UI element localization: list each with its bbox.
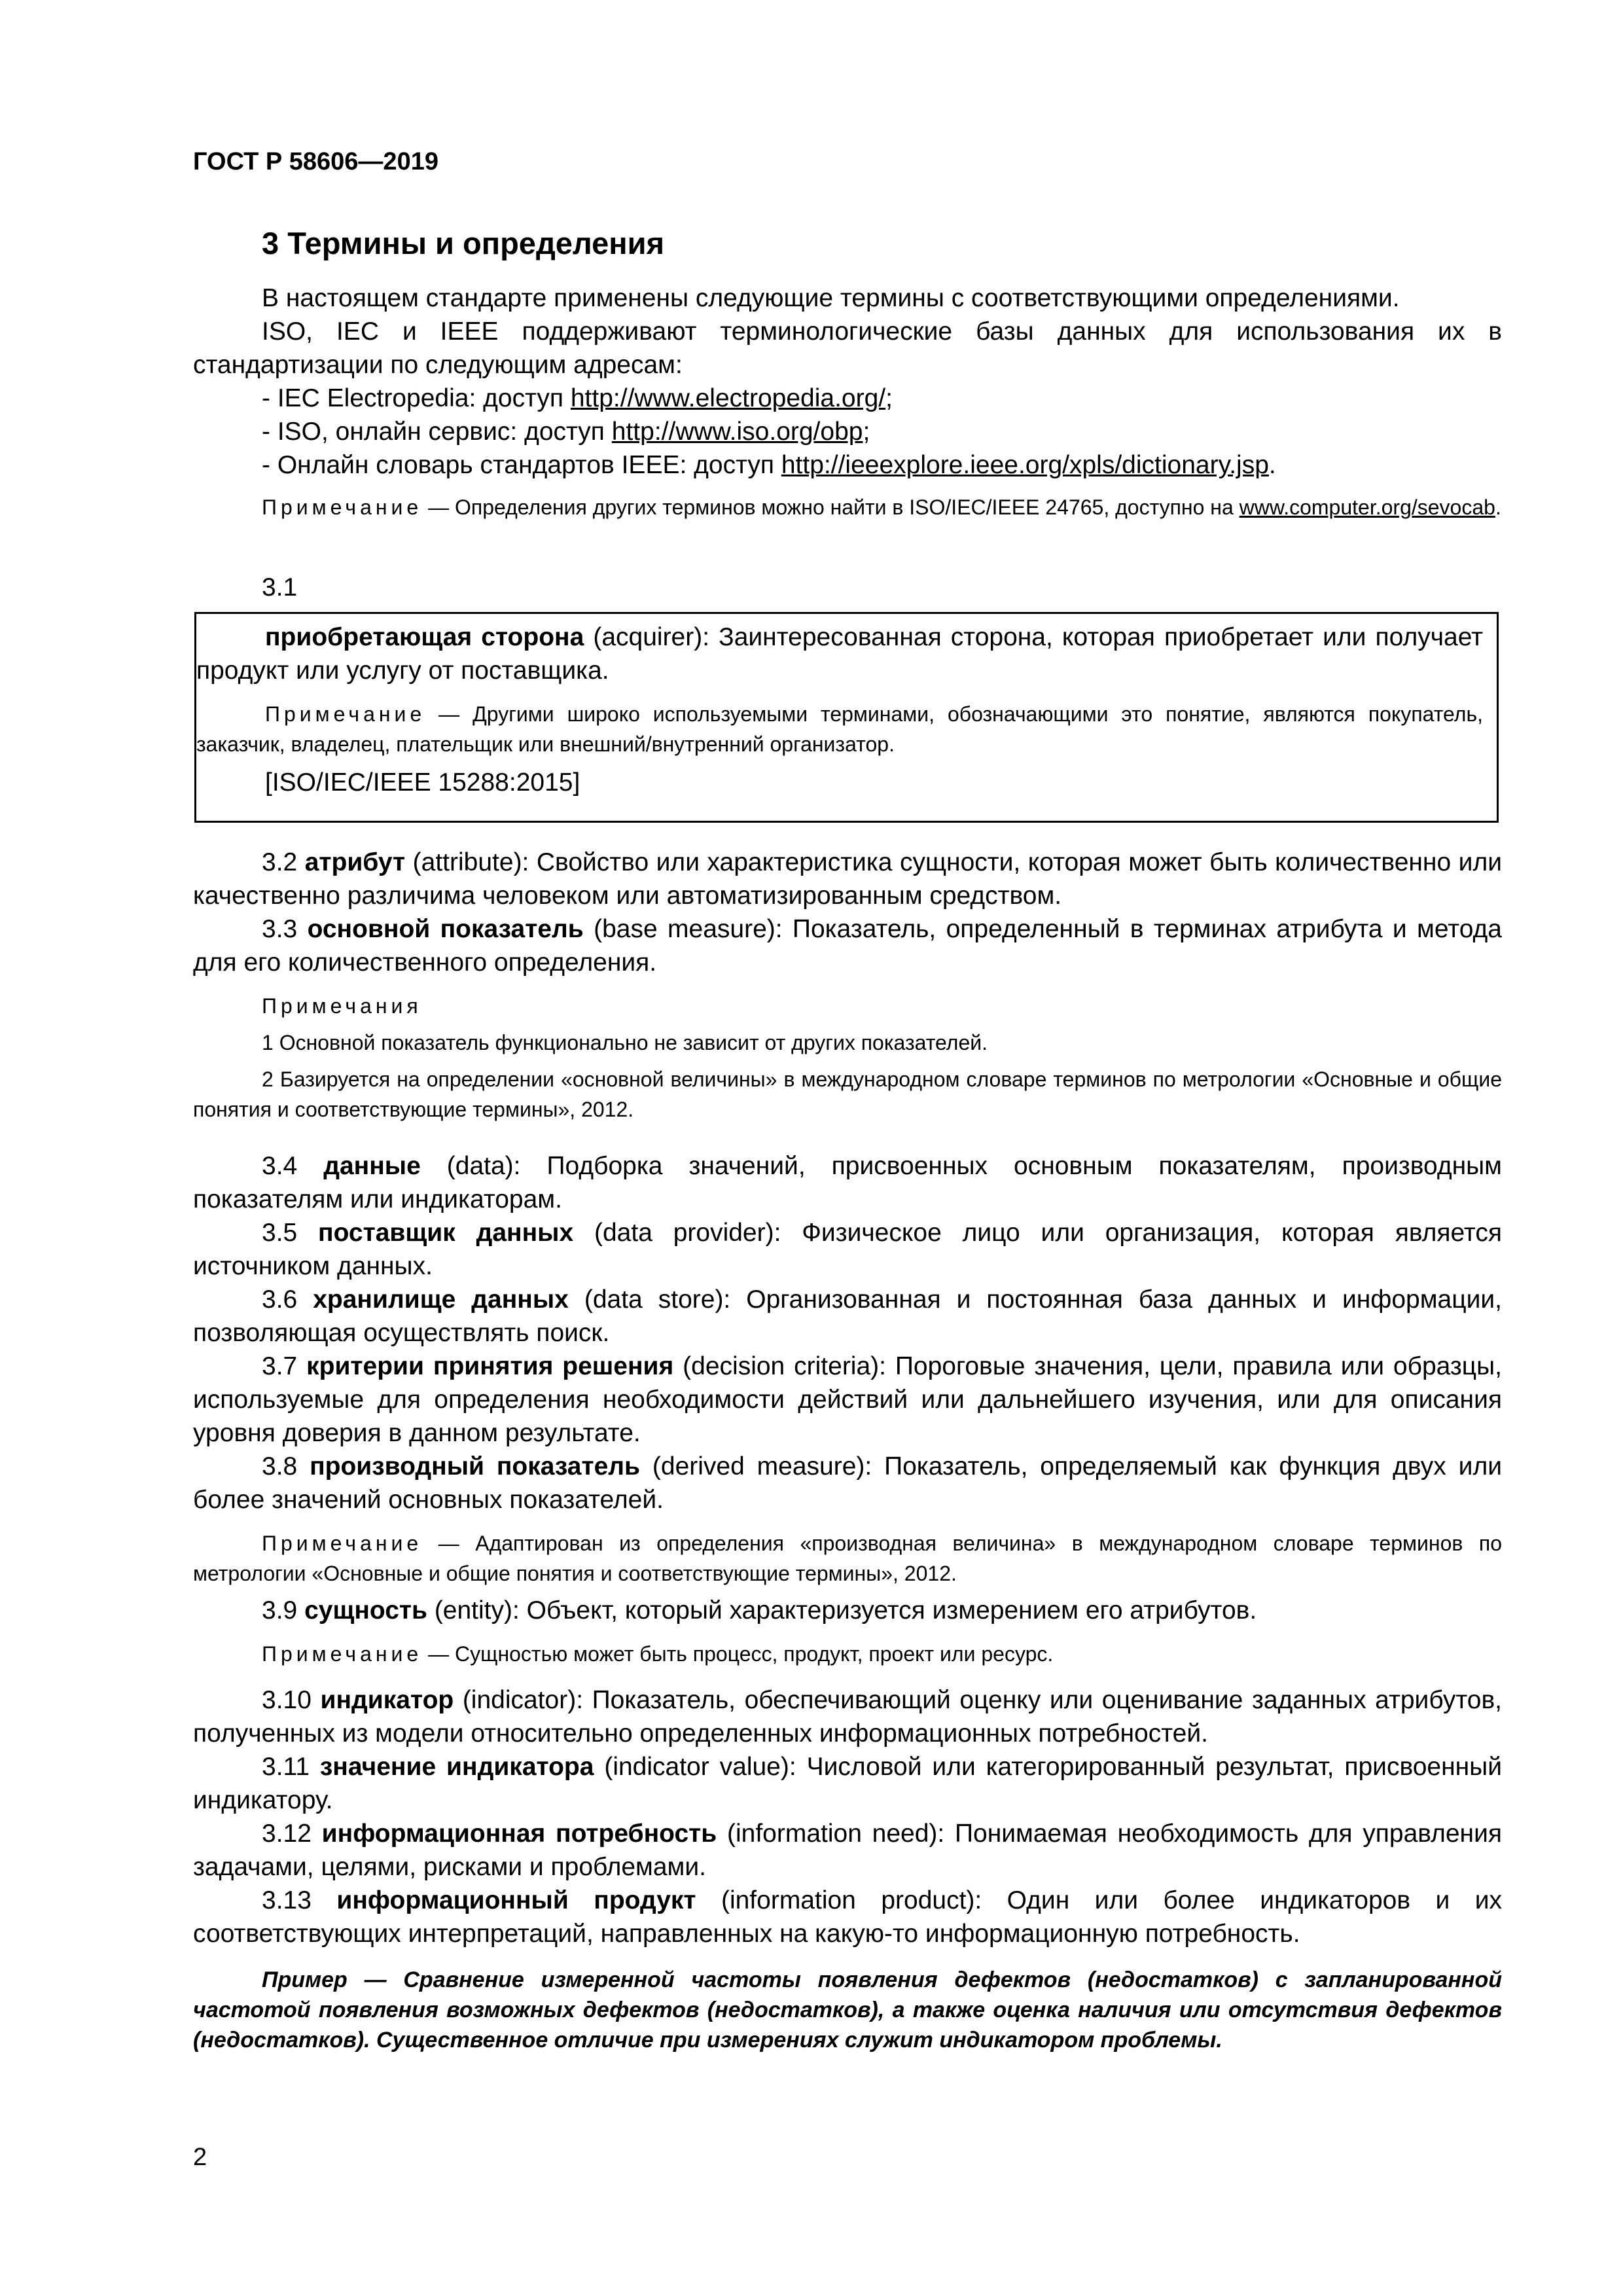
terms-block-3 (193, 1594, 1502, 2055)
term-3-6: 3.6 хранилище данных (data store): Организованная и постоянная база данных и информации, позволяющая осуществлять поиск. (193, 1285, 1502, 1347)
term-box-3-1 (194, 612, 1499, 823)
intro-line2: ISO, IEC и IEEE поддерживают терминологические базы данных для использования их в стандартизации по следующим адресам: (193, 317, 1502, 379)
note-label: Примечание (262, 495, 423, 519)
example-3-13: Пример — Сравнение измеренной частоты появления дефектов (недостатков) с запланированной частотой появления возможных дефектов (недостатков), а также оценка наличия или отсутствия дефектов (недостатков). Существенное отличие при измерениях служит индикатором проблемы. (193, 1967, 1502, 2053)
term-3-5: 3.5 поставщик данных (data provider): Физическое лицо или организация, которая является источником данных. (193, 1219, 1502, 1280)
term-3-3: 3.3 основной показатель (base measure): Показатель, определенный в терминах атрибута и метода для его количественного определения. (193, 915, 1502, 977)
term-3-4: 3.4 данные (data): Подборка значений, присвоенных основным показателям, производным показателям или индикаторам. (193, 1152, 1502, 1213)
section-title: 3 Термины и определения (262, 226, 664, 260)
note-3-9: Примечание — Сущностью может быть процесс, продукт, проект или ресурс. (262, 1642, 1054, 1666)
note-3-3-1: 1 Основной показатель функционально не зависит от других показателей. (262, 1031, 988, 1054)
terms-block-2 (193, 1149, 1502, 1588)
list-item: - Онлайн словарь стандартов IEEE: доступ http://ieeexplore.ieee.org/xpls/dictionary.jsp. (262, 451, 1276, 479)
notes-label: Примечания (262, 994, 422, 1018)
term-3-9: 3.9 сущность (entity): Объект, который характеризуется измерением его атрибутов. (262, 1596, 1257, 1624)
term-3-1-source: [ISO/IEC/IEEE 15288:2015] (265, 768, 580, 797)
note-3-3-2: 2 Базируется на определении «основной величины» в международном словаре терминов по метрологии «Основные и общие понятия и соответствующие термины», 2012. (193, 1067, 1502, 1121)
electropedia-link[interactable]: http://www.electropedia.org/ (570, 384, 886, 412)
term-3-8: 3.8 производный показатель (derived measure): Показатель, определяемый как функция двух или более значений основных показателей. (193, 1452, 1502, 1514)
standard-code: ГОСТ Р 58606—2019 (193, 148, 438, 175)
list-item: - IEC Electropedia: доступ http://www.electropedia.org/; (262, 384, 893, 412)
intro-note: Примечание — Определения других терминов можно найти в ISO/IEC/IEEE 24765, доступно на www.computer.org/sevocab. (262, 495, 1501, 519)
term-3-1-note: Примечание — Другими широко используемыми терминами, обозначающими это понятие, являются покупатель, заказчик, владелец, плательщик или внешний/внутренний организатор. (196, 702, 1483, 756)
intro-line1: В настоящем стандарте применены следующие термины с соответствующими определениями. (262, 284, 1400, 312)
term-3-10: 3.10 индикатор (indicator): Показатель, обеспечивающий оценку или оценивание заданных атрибутов, полученных из модели относительно определенных информационных потребностей. (193, 1686, 1502, 1748)
term-3-7: 3.7 критерии принятия решения (decision criteria): Пороговые значения, цели, правила или образцы, используемые для определения необходимости действий или дальнейшего изучения, или для описания уровня доверия в данном результате. (193, 1352, 1502, 1447)
terms-block-1 (193, 846, 1502, 1124)
sevocab-link[interactable]: www.computer.org/sevocab (1239, 495, 1495, 519)
page-number: 2 (193, 2144, 207, 2171)
note-3-8: Примечание — Адаптирован из определения «производная величина» в международном словаре терминов по метрологии «Основные и общие понятия и соответствующие термины», 2012. (193, 1532, 1502, 1585)
term-3-1-definition: приобретающая сторона (acquirer): Заинтересованная сторона, которая приобретает или получает продукт или услугу от поставщика. (196, 623, 1483, 685)
term-number-3-1: 3.1 (262, 573, 298, 601)
source-list (193, 382, 1502, 482)
term-name: приобретающая сторона (265, 623, 584, 651)
ieee-dictionary-link[interactable]: http://ieeexplore.ieee.org/xpls/dictionary.jsp (781, 451, 1269, 479)
term-3-13: 3.13 информационный продукт (information product): Один или более индикаторов и их соответствующих интерпретаций, направленных на какую-то информационную потребность. (193, 1886, 1503, 1948)
term-3-11: 3.11 значение индикатора (indicator value): Числовой или категорированный результат, присвоенный индикатору. (193, 1753, 1502, 1814)
list-item: - ISO, онлайн сервис: доступ http://www.iso.org/obp; (262, 418, 870, 446)
iso-obp-link[interactable]: http://www.iso.org/obp (611, 418, 863, 446)
term-3-12: 3.12 информационная потребность (information need): Понимаемая необходимость для управления задачами, целями, рисками и проблемами. (193, 1820, 1502, 1881)
intro-block (193, 281, 1502, 522)
term-3-2: 3.2 атрибут (attribute): Свойство или характеристика сущности, которая может быть количественно или качественно различима человеком или автоматизированным средством. (193, 848, 1502, 910)
